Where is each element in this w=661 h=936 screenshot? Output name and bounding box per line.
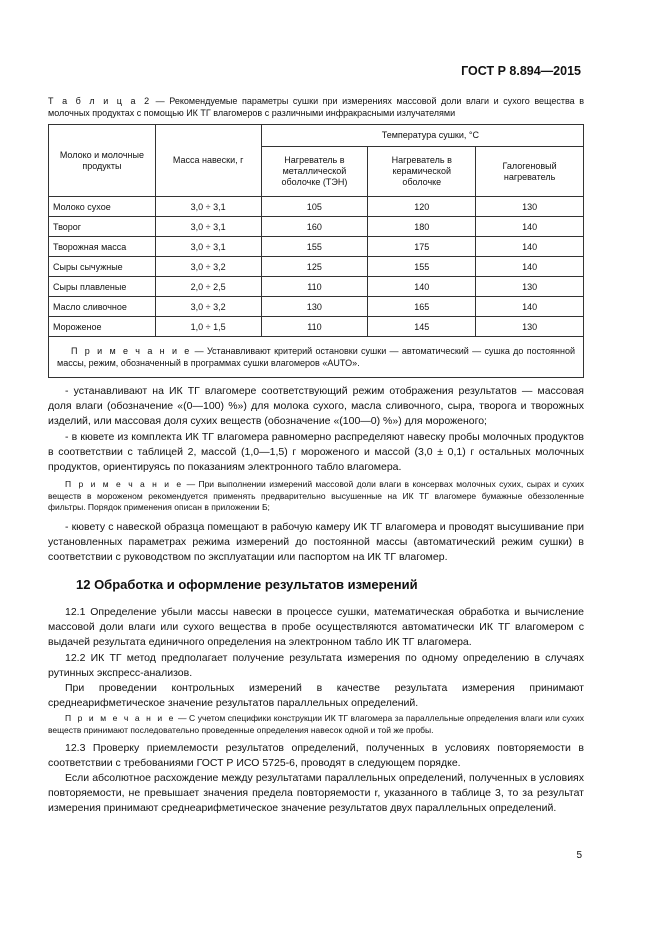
cell-product: Молоко сухое [49,197,156,217]
cell-mass: 3,0 ÷ 3,1 [155,217,261,237]
cell-temp-metal: 110 [261,277,368,297]
cell-temp-ceramic: 180 [368,217,476,237]
note-filters [48,479,584,514]
cell-temp-halogen: 140 [476,237,584,257]
drying-parameters-table [48,124,584,378]
column-header-product: Молоко и молочные продукты [49,125,156,197]
table-row [49,237,584,257]
cell-product: Сыры плавленые [49,277,156,297]
note-parallel-text: — С учетом специфики конструкции ИК ТГ влагомера за параллельные определения влаги или сухих веществ принимают последовательно проведенные определения навесок одной и той же пробы. [48,713,584,735]
column-header-mass: Масса навески, г [155,125,261,197]
cell-temp-halogen: 130 [476,277,584,297]
cell-product: Масло сливочное [49,297,156,317]
cell-temp-metal: 160 [261,217,368,237]
cell-temp-ceramic: 120 [368,197,476,217]
document-code: ГОСТ Р 8.894—2015 [461,64,581,78]
cell-temp-metal: 110 [261,317,368,337]
section-title: 12 Обработка и оформление результатов измерений [76,577,418,592]
cell-temp-metal: 105 [261,197,368,217]
table-row [49,217,584,237]
note-parallel-label: П р и м е ч а н и е [65,713,176,723]
paragraph-display-mode: - устанавливают на ИК ТГ влагомере соответствующий режим отображения результатов — массовая доля влаги (обозначение «(0—100) %») для молока сухого, масла сливочного, сыра, творога и творожных изделий, или массовая доля сухих веществ (обозначение «(100—0) %») для мороженого; [48,385,584,427]
cell-temp-halogen: 130 [476,317,584,337]
cell-temp-ceramic: 140 [368,277,476,297]
table-row [49,277,584,297]
cell-temp-metal: 155 [261,237,368,257]
cell-mass: 3,0 ÷ 3,1 [155,197,261,217]
cell-temp-metal: 125 [261,257,368,277]
paragraph-drying: - кювету с навеской образца помещают в рабочую камеру ИК ТГ влагомера и проводят высушивание при установленных параметрах режима измерений до постоянной массы (автоматический режим сушки) в соответствии с руководством по эксплуатации или паспортом на ИК ТГ влагомер. [48,521,584,563]
page-number: 5 [576,850,582,861]
cell-mass: 3,0 ÷ 3,2 [155,297,261,317]
cell-mass: 3,0 ÷ 3,2 [155,257,261,277]
table-note-text: — Устанавливают критерий остановки сушки — автоматический — сушка до постоянной массы, режим, обозначенный в программах сушки влагомеров «AUTO». [57,346,575,368]
cell-mass: 1,0 ÷ 1,5 [155,317,261,337]
paragraph-repeatability: Если абсолютное расхождение между результатами параллельных определений, полученных в условиях повторяемости, не превышает значения предела повторяемости r, указанного в таблице 3, то за результат измерения принимают среднеарифметическое значение результатов двух параллельных определений. [48,772,584,814]
paragraph-12-1: 12.1 Определение убыли массы навески в процессе сушки, математическая обработка и вычисление массовой доли влаги или сухого вещества в пробе осуществляются автоматически ИК ТГ влагомером с выдачей результата единичного определения на электронном табло ИК ТГ влагомера. [48,606,584,648]
table-row [49,257,584,277]
note-filters-label: П р и м е ч а н и е [65,479,184,489]
table-caption-text: — Рекомендуемые параметры сушки при измерениях массовой доли влаги и сухого вещества в молочных продуктах с помощью ИК ТГ влагомеров с различными инфракрасными излучателями [48,96,584,118]
cell-temp-halogen: 140 [476,217,584,237]
table-note-label: П р и м е ч а н и е [71,346,192,356]
table-row [49,197,584,217]
cell-product: Творог [49,217,156,237]
paragraph-control-measurements: При проведении контрольных измерений в качестве результата измерения принимают среднеарифметическое значение результатов параллельных определений. [48,682,584,709]
paragraph-sample-distribution: - в кювете из комплекта ИК ТГ влагомера равномерно распределяют навеску пробы молочных продуктов в соответствии с таблицей 2, массой (1,0—1,5) г мороженого и массой (3,0 ± 0,1) г остальных молочных продуктов, ориентируясь по показаниям электронного табло влагомера. [48,431,584,473]
cell-product: Мороженое [49,317,156,337]
paragraph-12-3: 12.3 Проверку приемлемости результатов определений, полученных в условиях повторяемости в соответствии с требованиями ГОСТ Р ИСО 5725-6, проводят в следующем порядке. [48,742,584,769]
table-note [49,337,584,378]
cell-product: Творожная масса [49,237,156,257]
cell-temp-halogen: 140 [476,297,584,317]
paragraph-12-2: 12.2 ИК ТГ метод предполагает получение результата измерения по одному определению в случаях рутинных экспресс-анализов. [48,652,584,679]
note-parallel-determinations [48,713,584,736]
cell-mass: 2,0 ÷ 2,5 [155,277,261,297]
cell-mass: 3,0 ÷ 3,1 [155,237,261,257]
table-caption [48,95,584,119]
cell-temp-halogen: 130 [476,197,584,217]
cell-temp-ceramic: 155 [368,257,476,277]
column-header-temperature: Температура сушки, °С [261,125,584,147]
table-row [49,297,584,317]
table-caption-label: Т а б л и ц а 2 [48,96,152,106]
cell-temp-ceramic: 145 [368,317,476,337]
table-row [49,317,584,337]
note-filters-text: — При выполнении измерений массовой доли влаги в консервах молочных сухих, сырах и сухих веществ в мороженом рекомендуется применять предварительно высушенные на ИК ТГ влагомере бумажные обеззоленные фильтры. Порядок применения описан в приложении Б; [48,479,584,512]
column-header-heater-ceramic: Нагреватель в керамической оболочке [368,147,476,197]
column-header-heater-halogen: Галогеновый нагреватель [476,147,584,197]
cell-temp-ceramic: 165 [368,297,476,317]
column-header-heater-metal: Нагреватель в металлической оболочке (ТЭН) [261,147,368,197]
cell-product: Сыры сычужные [49,257,156,277]
cell-temp-halogen: 140 [476,257,584,277]
cell-temp-ceramic: 175 [368,237,476,257]
cell-temp-metal: 130 [261,297,368,317]
